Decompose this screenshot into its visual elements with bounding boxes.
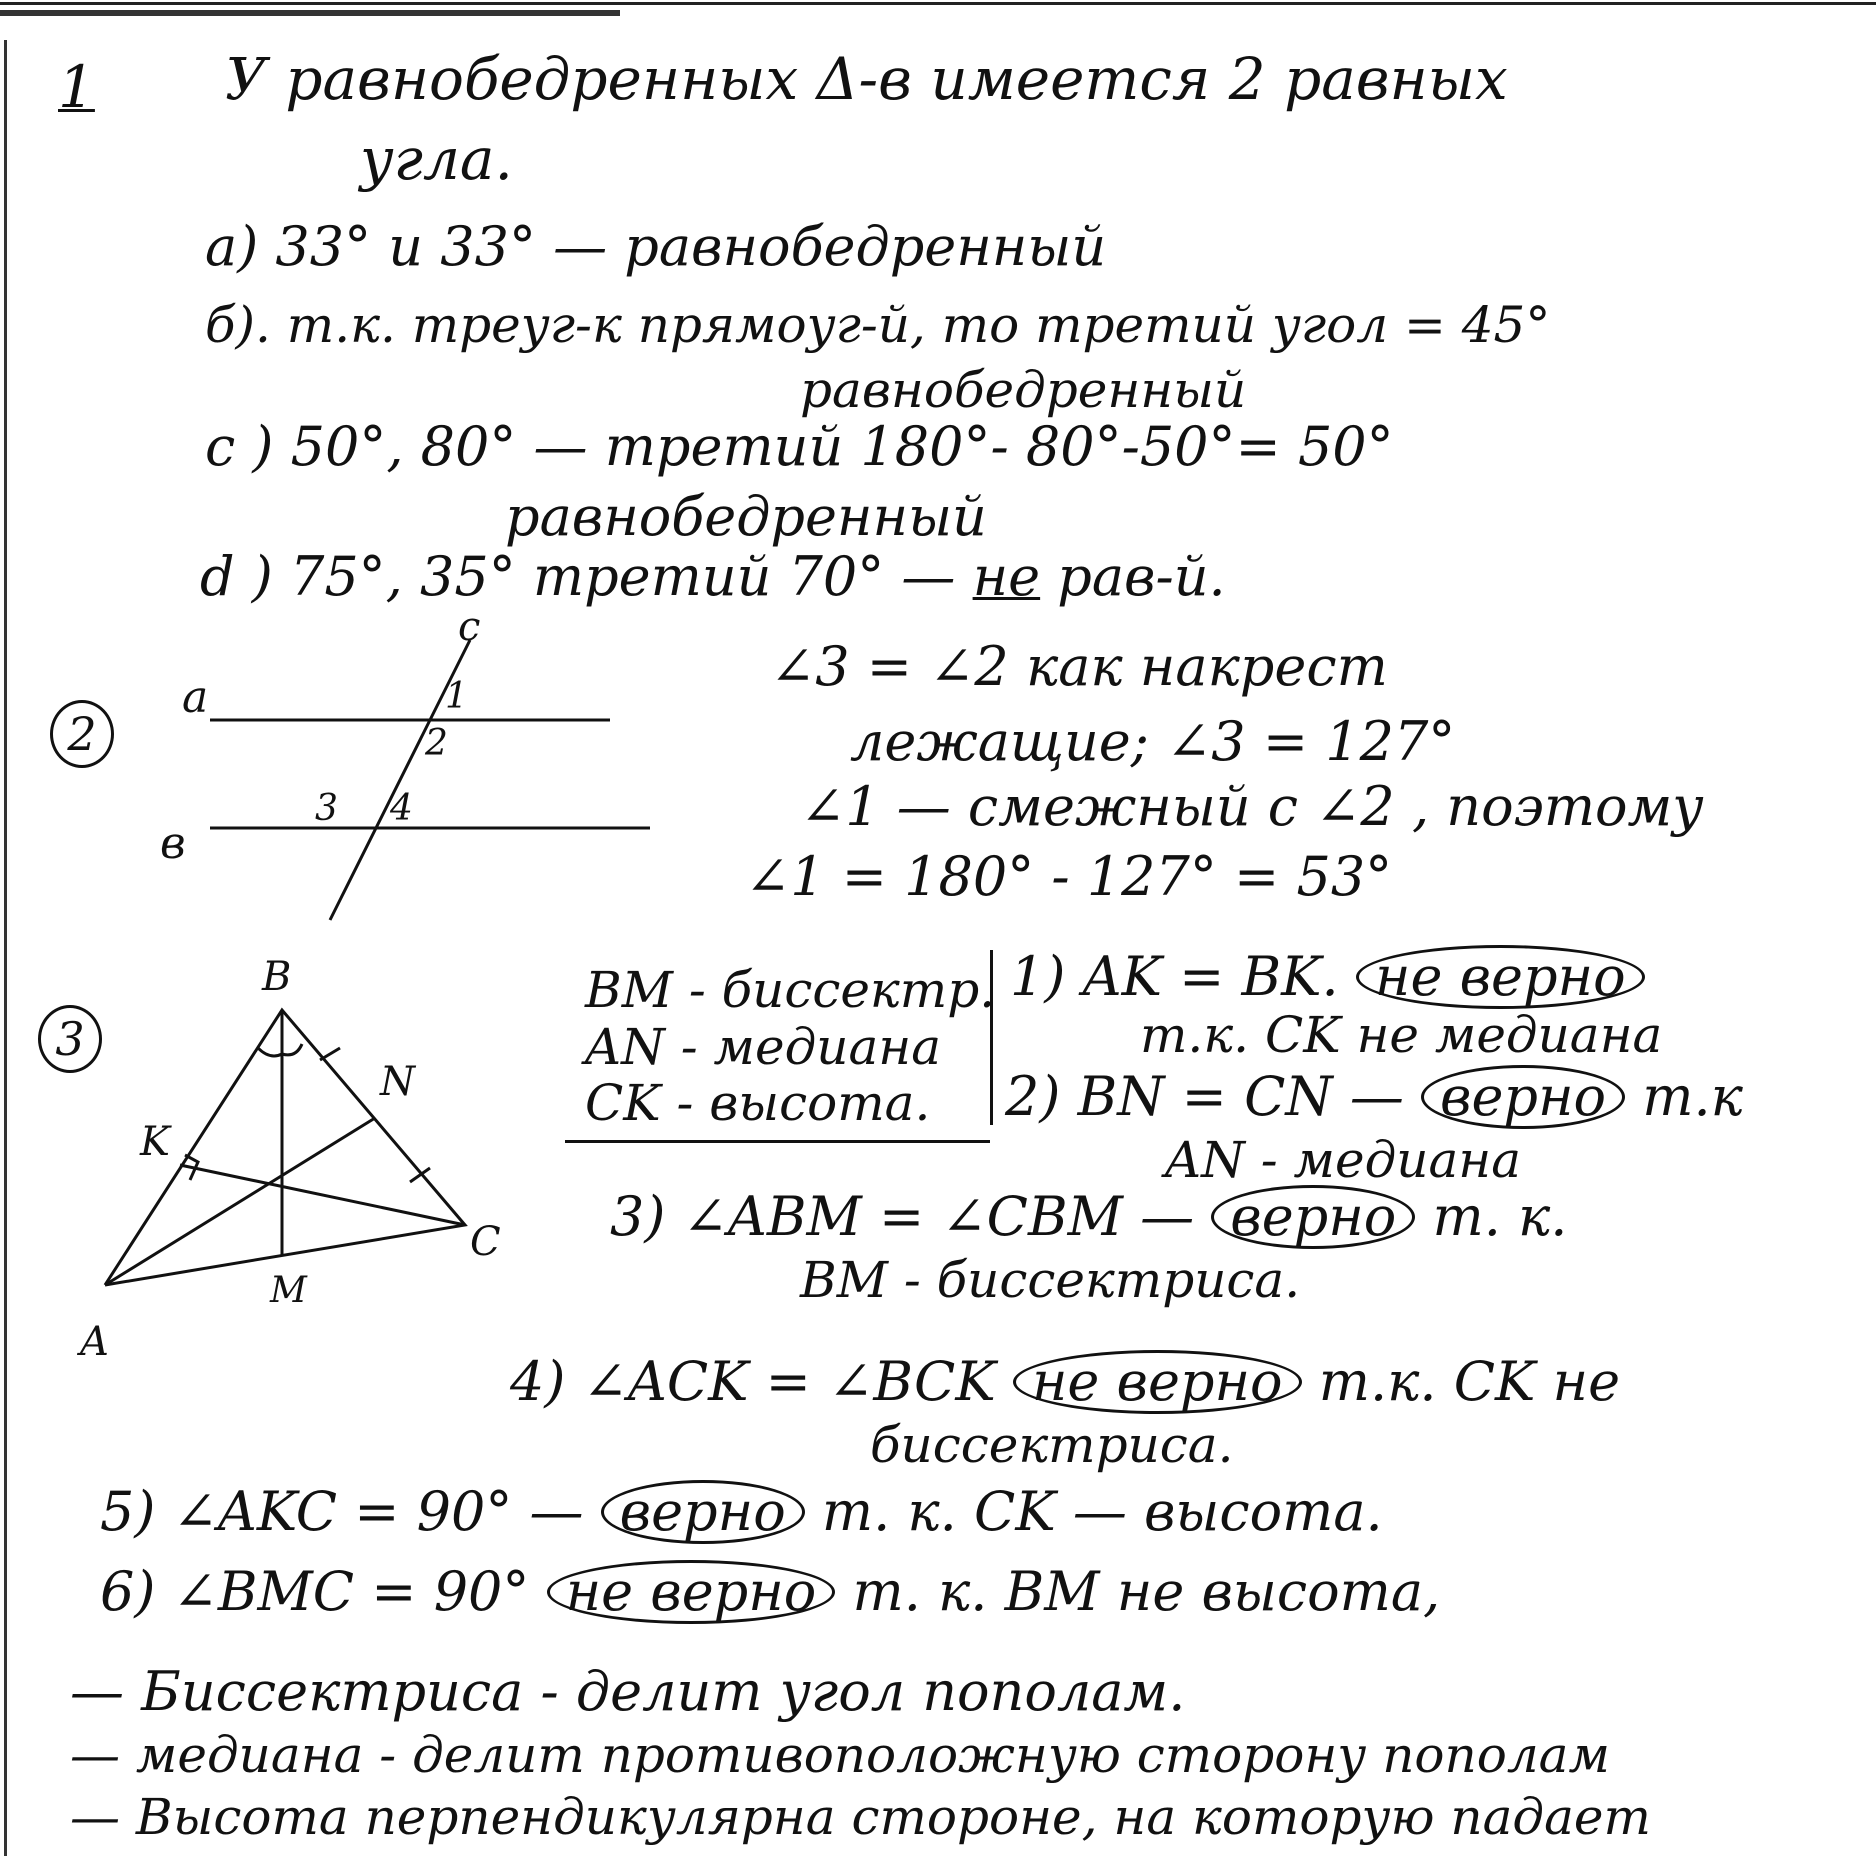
task3-s2-text: 2) BN = CN — [1005,1065,1404,1128]
task3-s1-reason: т.к. CK не медиана [1140,1006,1663,1064]
angle-arc-b-left [258,1048,282,1056]
task1-intro-line2: угла. [360,125,513,193]
task2-line4: ∠1 = 180° - 127° = 53° [745,845,1393,908]
label-b: B [262,954,292,1000]
label-c: C [470,1219,501,1265]
task3-s4 [510,1350,1620,1414]
task2-number: 2 [67,707,97,761]
task3-s4-reason2: биссектриса. [870,1416,1234,1474]
task3-s6-text: 6) ∠BMC = 90° [100,1560,530,1623]
task3-s4-verdict: не верно [1013,1350,1302,1414]
task3-s5-text: 5) ∠AKC = 90° — [100,1480,584,1543]
task2-line3: ∠1 — смежный с ∠2 , поэтому [800,775,1704,838]
task3-given-2: AN - медиана [585,1018,942,1076]
label-k: K [140,1119,170,1165]
label-angle-2: 2 [425,723,448,764]
definition-bisector: — Биссектриса - делит угол пополам. [70,1660,1186,1723]
label-angle-1: 1 [445,676,468,717]
label-a: A [80,1319,109,1365]
given-bracket [990,950,993,1125]
triangle-figure [70,950,530,1390]
parallel-lines-figure [150,604,670,920]
tick-bn [320,1048,340,1060]
task1-item-c-line2: равнобедренный [505,485,987,548]
task1-number: 1 [58,53,95,121]
label-line-b: в [160,818,186,869]
task1-intro-line1: У равнобедренных Δ-в имеется 2 равных [225,45,1508,113]
label-angle-4: 4 [390,788,413,829]
definition-median: — медиана - делит противоположную сторону пополам [70,1726,1610,1784]
task1-item-b-line1: б). т.к. треуг-к прямоуг-й, то третий угол = 45° [205,296,1551,354]
page-top-border [0,2,1876,5]
task1-item-d-ne: не [972,545,1041,608]
task3-s3-reason1: т. к. [1432,1185,1568,1248]
task1-item-d-suffix: рав-й. [1057,545,1226,608]
task1-item-a: а) 33° и 33° — равнобедренный [205,215,1107,278]
task3-s3 [610,1185,1567,1249]
label-angle-3: 3 [315,788,338,829]
task3-s5-reason: т. к. CK — высота. [821,1480,1383,1543]
task3-s2 [1005,1065,1743,1129]
task3-s6 [100,1560,1440,1624]
page-left-margin-line [4,40,7,1856]
label-n: N [380,1059,415,1105]
task3-given-1: BM - биссектр. [585,961,996,1019]
task3-s6-verdict: не верно [547,1560,836,1624]
task3-number: 3 [55,1012,85,1066]
task3-s3-reason2: BM - биссектриса. [800,1251,1301,1309]
task1-item-b-line2: равнобедренный [800,361,1247,419]
task2-line1: ∠3 = ∠2 как накрест [770,635,1388,698]
angle-arc-b-right [282,1044,302,1055]
page-top-border-thick [0,10,620,16]
task2-number-circle [50,700,114,768]
task3-s5 [100,1480,1383,1544]
label-transversal-c: c [458,604,481,650]
task3-s1-text: 1) AK = BK. [1010,945,1339,1008]
task3-s2-verdict: верно [1421,1065,1625,1129]
task3-s1-verdict: не верно [1356,945,1645,1009]
task2-line2: лежащие; ∠3 = 127° [850,710,1456,773]
task3-s5-verdict: верно [601,1480,805,1544]
task3-s4-reason1: т.к. CK не [1318,1350,1621,1413]
label-line-a: a [182,672,209,723]
task1-item-c-line1: с ) 50°, 80° — третий 180°- 80°-50°= 50° [205,415,1394,478]
task3-given-3: CK - высота. [585,1074,931,1132]
task3-s2-reason2: AN - медиана [1165,1131,1522,1189]
task3-s4-text: 4) ∠ACK = ∠BCK [510,1350,996,1413]
task1-item-d [200,545,1226,608]
task3-s6-reason: т. к. BM не высота, [852,1560,1441,1623]
task3-s1 [1010,945,1645,1009]
given-underline [565,1140,990,1143]
task3-s2-reason1: т.к [1642,1065,1743,1128]
definition-altitude: — Высота перпендикулярна стороне, на которую падает [70,1788,1651,1846]
task3-s3-text: 3) ∠ABM = ∠CBM — [610,1185,1195,1248]
task1-item-d-prefix: d ) 75°, 35° третий 70° — [200,545,956,608]
task3-s3-verdict: верно [1211,1185,1415,1249]
label-m: M [270,1270,307,1311]
